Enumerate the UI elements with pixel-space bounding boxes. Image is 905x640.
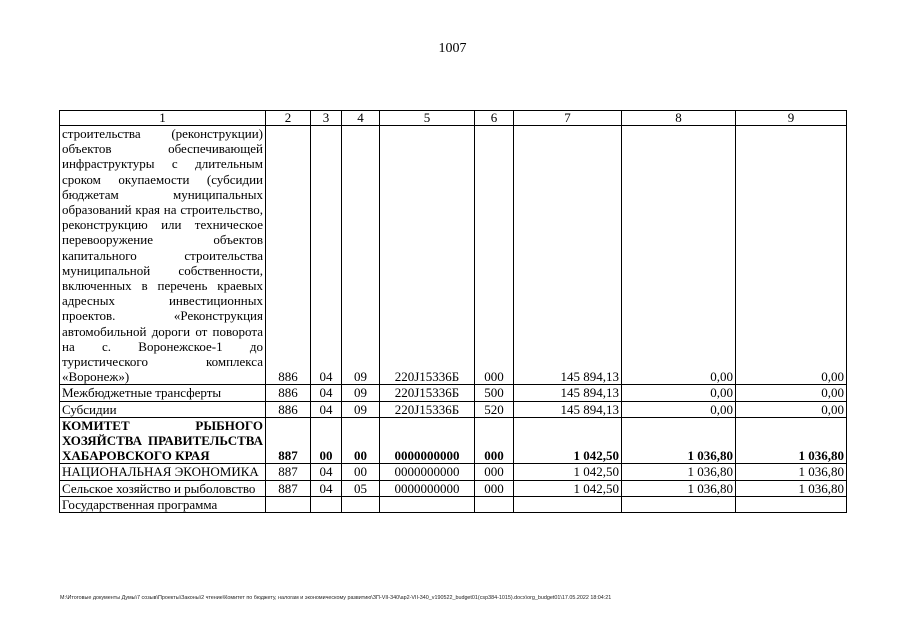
cell-expense-type: 520: [475, 401, 514, 417]
row-name: строительства (реконструкции) объектов обеспечивающей инфраструктуры с длительным сроком окупаемости (субсидии бюджетам муниципальных образований края на строительство, реконструкцию или техническое перевооружение объектов капитального строительства муниципальной собственности, включенных в перечень краевых адресных инвестиционных проектов. «Реконструкция автомобильной дороги от поворота на с. Воронежское-1 до туристического комплекса «Воронеж»): [60, 126, 266, 385]
header-cell: 1: [60, 111, 266, 126]
header-cell: 7: [514, 111, 622, 126]
page-number: 1007: [438, 41, 467, 56]
cell-amount-7: 145 894,13: [514, 385, 622, 401]
cell-subsection: 09: [342, 385, 380, 401]
table-row: [60, 401, 847, 417]
cell-ministry-code: 886: [266, 126, 311, 385]
cell-section: [311, 496, 342, 512]
cell-amount-8: 1 036,80: [622, 417, 736, 464]
cell-ministry-code: 886: [266, 385, 311, 401]
cell-section: 04: [311, 385, 342, 401]
cell-expense-type: 500: [475, 385, 514, 401]
cell-section: 04: [311, 480, 342, 496]
cell-target-code: 0000000000: [380, 464, 475, 480]
cell-target-code: 0000000000: [380, 480, 475, 496]
cell-amount-8: 0,00: [622, 385, 736, 401]
cell-ministry-code: [266, 496, 311, 512]
cell-expense-type: [475, 496, 514, 512]
row-name: Межбюджетные трансферты: [60, 385, 266, 401]
cell-ministry-code: 887: [266, 464, 311, 480]
header-cell: 2: [266, 111, 311, 126]
cell-subsection: 09: [342, 401, 380, 417]
cell-subsection: 00: [342, 464, 380, 480]
header-cell: 6: [475, 111, 514, 126]
cell-ministry-code: 886: [266, 401, 311, 417]
header-cell: 5: [380, 111, 475, 126]
cell-target-code: 0000000000: [380, 417, 475, 464]
cell-section: 04: [311, 126, 342, 385]
cell-amount-9: 0,00: [736, 401, 847, 417]
row-name: Субсидии: [60, 401, 266, 417]
budget-table: [59, 110, 847, 513]
cell-section: 00: [311, 417, 342, 464]
cell-amount-8: 1 036,80: [622, 480, 736, 496]
cell-expense-type: 000: [475, 126, 514, 385]
cell-expense-type: 000: [475, 464, 514, 480]
cell-amount-9: 1 036,80: [736, 464, 847, 480]
cell-amount-9: 0,00: [736, 126, 847, 385]
cell-amount-7: 145 894,13: [514, 401, 622, 417]
table-row: [60, 480, 847, 496]
row-name: КОМИТЕТ РЫБНОГО ХОЗЯЙСТВА ПРАВИТЕЛЬСТВА ХАБАРОВСКОГО КРАЯ: [60, 417, 266, 464]
cell-amount-7: 1 042,50: [514, 464, 622, 480]
cell-amount-8: 0,00: [622, 126, 736, 385]
cell-subsection: 00: [342, 417, 380, 464]
header-cell: 8: [622, 111, 736, 126]
cell-expense-type: 000: [475, 417, 514, 464]
cell-amount-9: 1 036,80: [736, 417, 847, 464]
header-cell: 3: [311, 111, 342, 126]
cell-target-code: 220J15336Б: [380, 126, 475, 385]
cell-target-code: 220J15336Б: [380, 401, 475, 417]
cell-ministry-code: 887: [266, 417, 311, 464]
cell-subsection: [342, 496, 380, 512]
table-row: [60, 464, 847, 480]
row-name: Государственная программа: [60, 496, 266, 512]
cell-amount-7: 1 042,50: [514, 480, 622, 496]
cell-subsection: 09: [342, 126, 380, 385]
table-row: [60, 385, 847, 401]
cell-expense-type: 000: [475, 480, 514, 496]
header-cell: 4: [342, 111, 380, 126]
cell-amount-8: 1 036,80: [622, 464, 736, 480]
header-cell: 9: [736, 111, 847, 126]
document-path-footer: M:\Итоговые документы Думы\7 созыв\Проекты\Законы\2 чтение\Комитет по бюджету, налогам и экономическому развитию\ЗП-VII-340\ap2-VII-340_v190522_budget01(csp384-1015).docx\org_budget01\17.05.2022 18:04:21: [60, 595, 612, 601]
cell-target-code: 220J15336Б: [380, 385, 475, 401]
cell-ministry-code: 887: [266, 480, 311, 496]
cell-amount-9: 1 036,80: [736, 480, 847, 496]
row-name: Сельское хозяйство и рыболовство: [60, 480, 266, 496]
row-name: НАЦИОНАЛЬНАЯ ЭКОНОМИКА: [60, 464, 266, 480]
cell-section: 04: [311, 401, 342, 417]
cell-amount-7: 1 042,50: [514, 417, 622, 464]
cell-amount-8: [622, 496, 736, 512]
table-row: [60, 417, 847, 464]
header-row: [60, 111, 847, 126]
cell-amount-8: 0,00: [622, 401, 736, 417]
cell-amount-7: 145 894,13: [514, 126, 622, 385]
table-row: [60, 496, 847, 512]
cell-amount-7: [514, 496, 622, 512]
cell-amount-9: 0,00: [736, 385, 847, 401]
cell-subsection: 05: [342, 480, 380, 496]
cell-amount-9: [736, 496, 847, 512]
table-row: [60, 126, 847, 385]
cell-section: 04: [311, 464, 342, 480]
cell-target-code: [380, 496, 475, 512]
